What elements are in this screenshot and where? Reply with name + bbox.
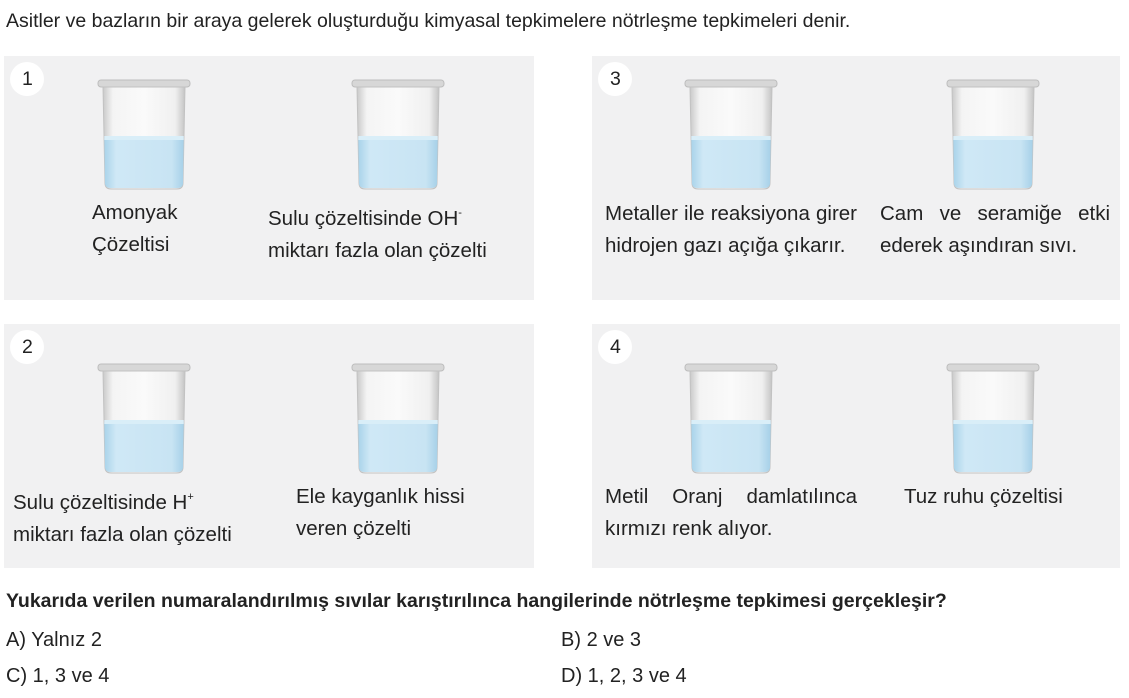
panel-1: [4, 56, 534, 300]
solution-label: Tuz ruhu çözeltisi: [904, 485, 1063, 508]
solution-label: [268, 197, 530, 267]
panel-number-badge: [598, 330, 632, 364]
solution-label: Metaller ile reaksiyona girer hidrojen gazı açığa çıkarır.: [605, 202, 857, 257]
panel-3: [592, 56, 1120, 300]
beaker-icon: [350, 363, 446, 475]
panel-2: [4, 324, 534, 568]
solution-label: Cam ve seramiğe etki ederek aşındıran sıvı.: [880, 202, 1110, 257]
intro-text: Asitler ve bazların bir araya gelerek oluşturduğu kimyasal tepkimelere nötrleşme tepkimeleri denir.: [6, 10, 851, 32]
option-d[interactable]: [561, 665, 687, 688]
option-text: 1, 2, 3 ve 4: [587, 665, 687, 687]
label-line: miktarı fazla olan çözelti: [13, 523, 232, 546]
label-line: miktarı fazla olan çözelti: [268, 239, 487, 262]
superscript: -: [458, 207, 462, 219]
question-text: Yukarıda verilen numaralandırılmış sıvılar karıştırılınca hangilerinde nötrleşme tepkimesi gerçekleşir?: [6, 590, 947, 612]
panel-number-badge: [598, 62, 632, 96]
beaker-icon: [350, 79, 446, 191]
solution-label: [92, 197, 242, 261]
option-b[interactable]: [561, 629, 641, 652]
panel-number: 4: [610, 336, 621, 358]
beaker-icon: [96, 363, 192, 475]
label-line: Amonyak: [92, 201, 178, 224]
label-line: Ele kayganlık hissi: [296, 485, 465, 508]
label-line: [13, 481, 283, 519]
label-line: Çözeltisi: [92, 233, 170, 256]
option-letter: D): [561, 665, 583, 687]
beaker-icon: [945, 363, 1041, 475]
label-line: veren çözelti: [296, 517, 412, 540]
option-letter: A): [6, 629, 26, 651]
option-text: 2 ve 3: [586, 629, 642, 651]
beaker-icon: [683, 79, 779, 191]
label-text: Sulu çözeltisinde OH: [268, 207, 459, 230]
panel-number-badge: [10, 330, 44, 364]
panel-number-badge: [10, 62, 44, 96]
beaker-icon: [945, 79, 1041, 191]
panel-number: 1: [22, 68, 33, 90]
beaker-icon: [683, 363, 779, 475]
option-a[interactable]: [6, 629, 102, 652]
beaker-icon: [96, 79, 192, 191]
option-letter: B): [561, 629, 581, 651]
label-text: Sulu çözeltisinde H: [13, 491, 188, 514]
solution-label: Metil Oranj damlatılınca kırmızı renk alıyor.: [605, 485, 857, 540]
panel-number: 2: [22, 336, 33, 358]
panel-number: 3: [610, 68, 621, 90]
label-line: [268, 197, 530, 235]
option-c[interactable]: [6, 665, 109, 688]
panel-4: [592, 324, 1120, 568]
option-text: 1, 3 ve 4: [32, 665, 110, 687]
solution-label: [296, 481, 516, 545]
option-letter: C): [6, 665, 28, 687]
solution-label: [13, 481, 283, 551]
option-text: Yalnız 2: [31, 629, 102, 651]
superscript: +: [187, 491, 194, 503]
